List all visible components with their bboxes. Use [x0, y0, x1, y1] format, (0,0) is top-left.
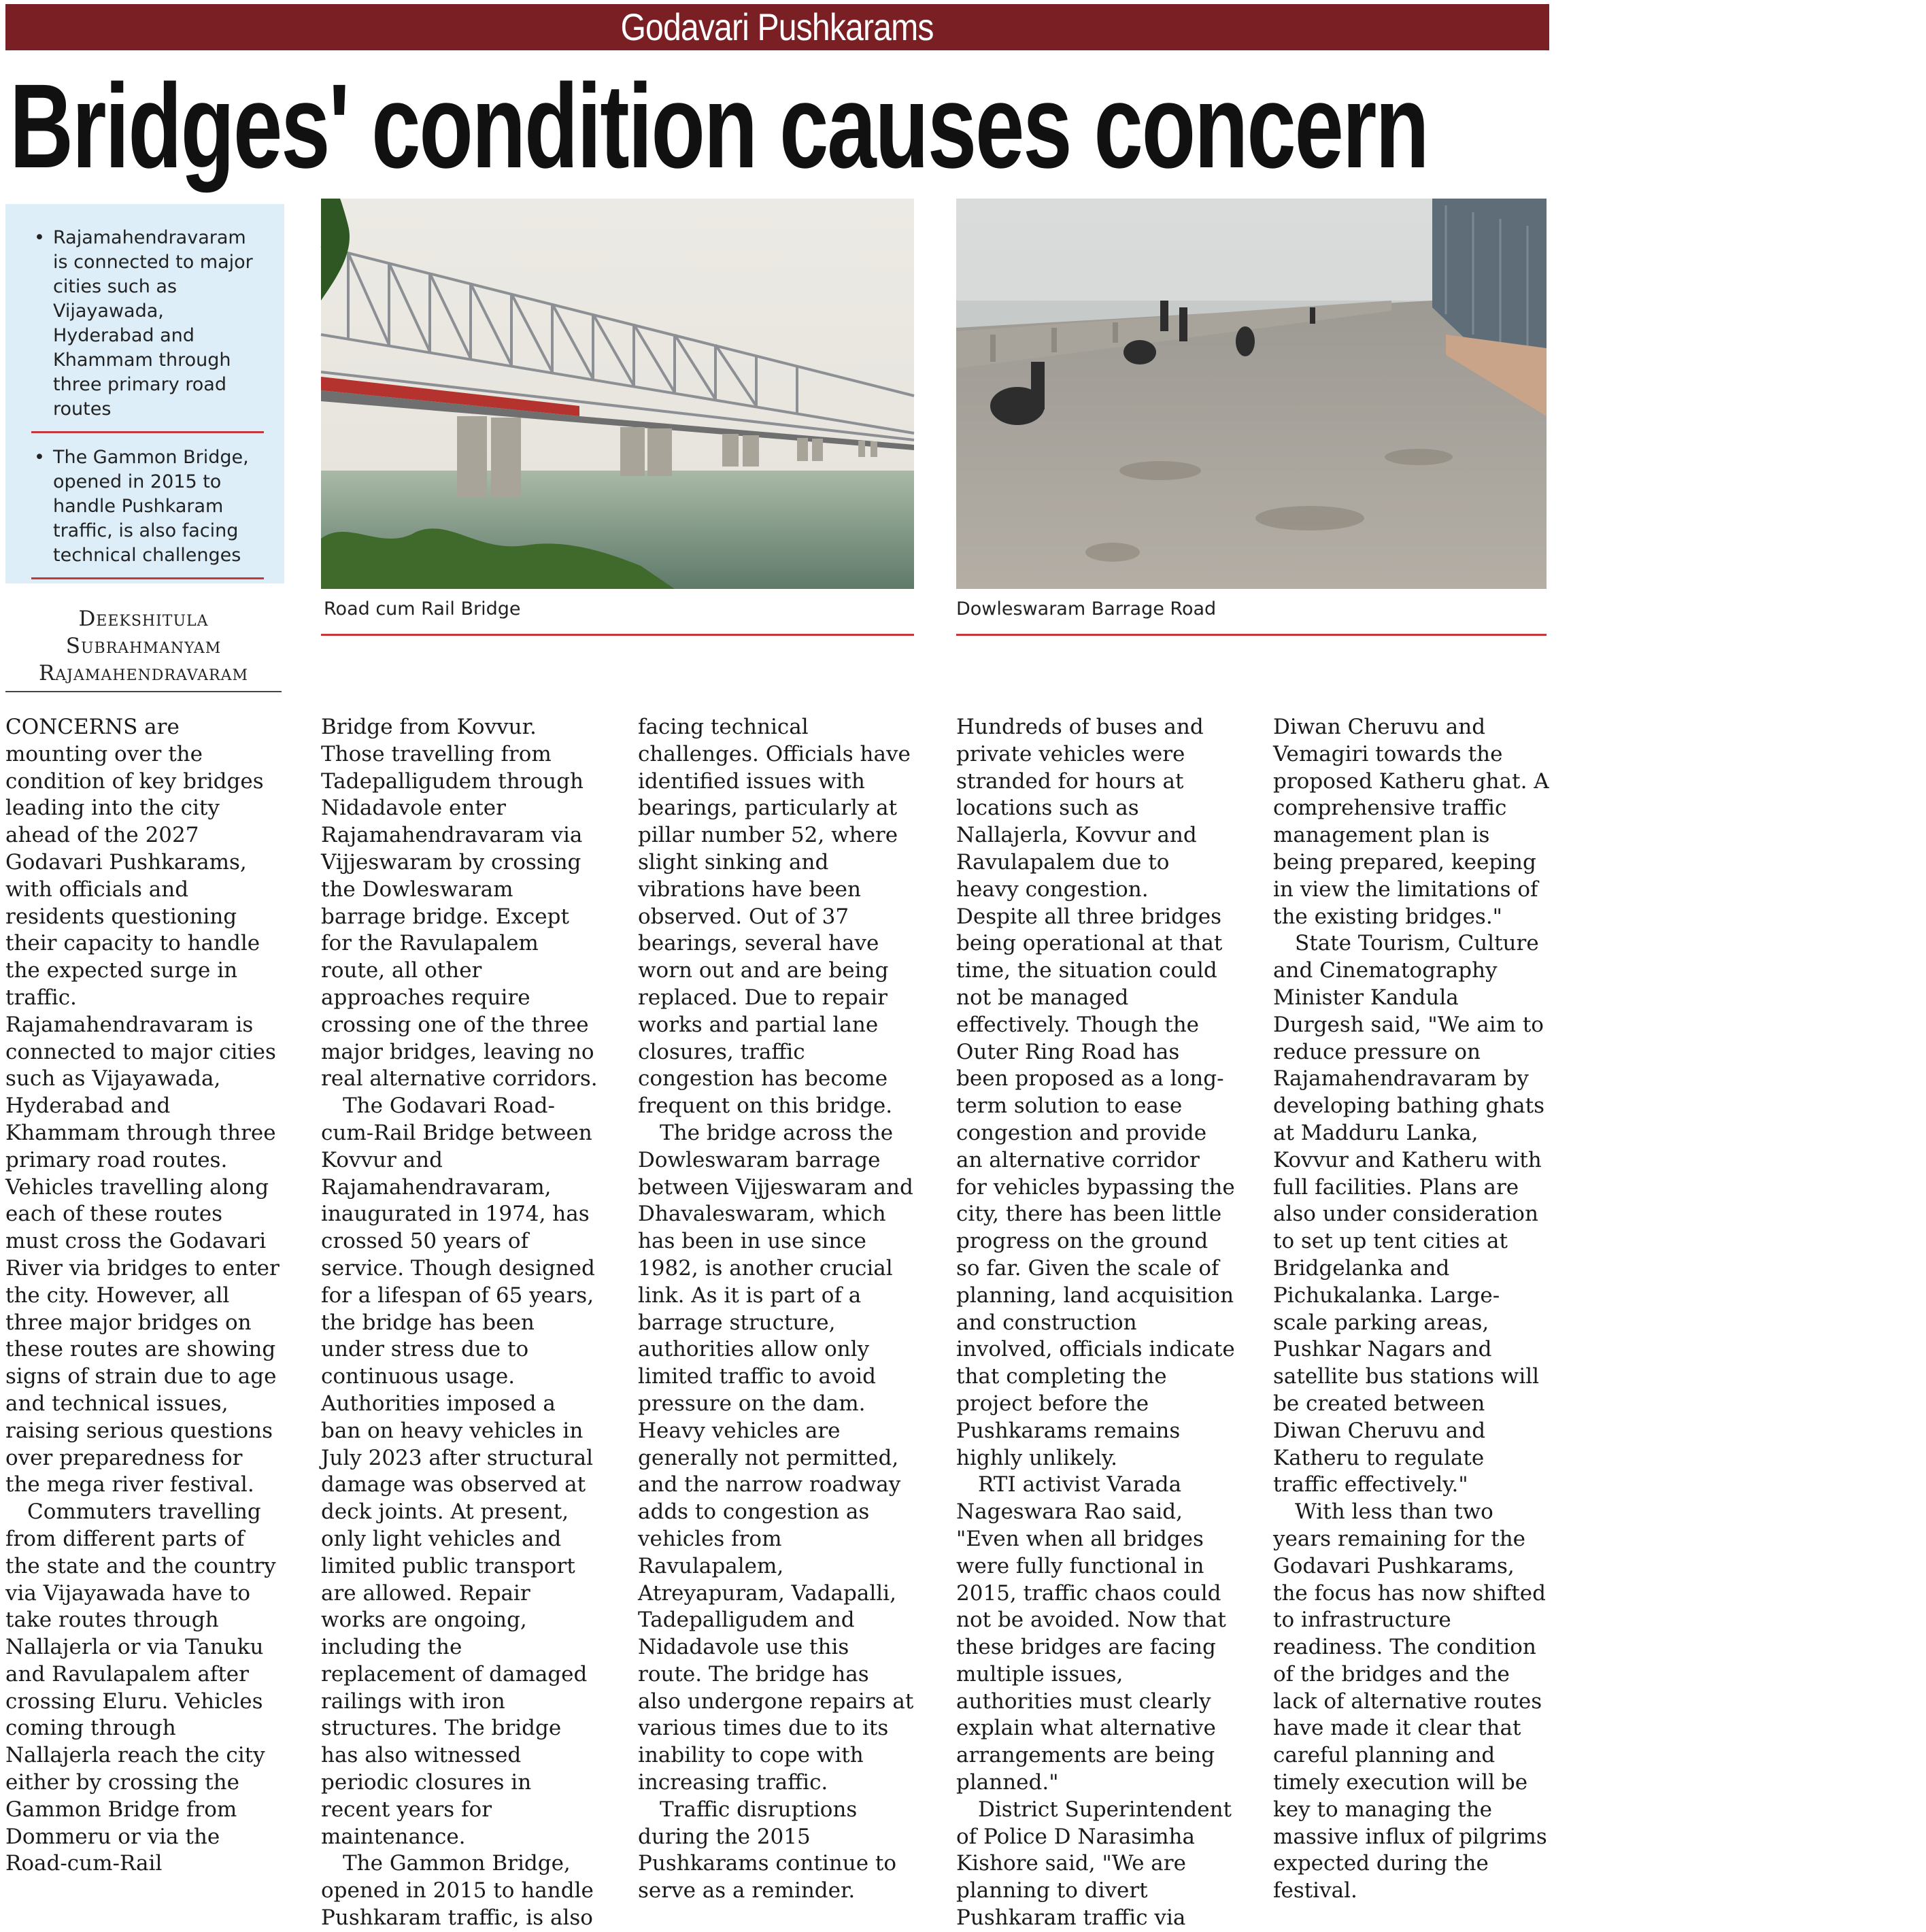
section-kicker: Godavari Pushkarams: [5, 4, 1549, 50]
article-paragraph: Commuters travelling from different parts of the state and the country via Vijayawada have to take routes through Nallajerla or via Tanuku and Ravulapalem after crossing Eluru. Vehicles coming through Nallajerla reach the city either by crossing the Gammon Bridge from Dommeru or via the Road-cum-Rail: [5, 1499, 276, 1876]
highlight-item: • The Gammon Bridge, opened in 2015 to handle Pushkaram traffic, is also facing technical challenges: [24, 445, 265, 568]
headline: Bridges' condition causes concern: [10, 60, 1428, 193]
article-column-2: [321, 714, 601, 1931]
divider: [956, 634, 1547, 636]
road-rail-bridge-photo: [321, 199, 914, 589]
article-column-1: [5, 714, 282, 1876]
article-column-4: [956, 714, 1236, 1931]
divider: [321, 634, 914, 636]
article-paragraph: Bridge from Kovvur. Those travelling from Tadepalligudem through Nidadavole enter Rajamahendravaram via Vijjeswaram by crossing the Dowleswaram barrage bridge. Except for the Ravulapalem route, all other approaches require crossing one of the three major bridges, leaving no real alternative corridors.: [321, 715, 598, 1091]
article-column-5: [1273, 714, 1553, 1903]
photo-caption: Dowleswaram Barrage Road: [956, 598, 1217, 620]
article-paragraph: Diwan Cheruvu and Vemagiri towards the proposed Katheru ghat. A comprehensive traffic management plan is being prepared, keeping in view the limitations of the existing bridges.": [1273, 715, 1549, 929]
byline-author: Deekshitula Subrahmanyam: [65, 607, 222, 658]
article-paragraph: facing technical challenges. Officials have identified issues with bearings, particularly at pillar number 52, where slight sinking and vibrations have been observed. Out of 37 bearings, several have worn out and are being replaced. Due to repair works and partial lane closures, traffic congestion has become frequent on this bridge.: [638, 715, 911, 1119]
divider: [31, 431, 264, 433]
article-paragraph: The Godavari Road-cum-Rail Bridge between Kovvur and Rajamahendravaram, inaugurated in 1974, has crossed 50 years of service. Though designed for a lifespan of 65 years, the bridge has been under stress due to continuous usage. Authorities imposed a ban on heavy vehicles in July 2023 after structural damage was observed at deck joints. At present, only light vehicles and limited public transport are allowed. Repair works are ongoing, including the replacement of damaged railings with iron structures. The bridge has also witnessed periodic closures in recent years for maintenance.: [321, 1094, 595, 1849]
photo-caption: Road cum Rail Bridge: [324, 598, 521, 620]
divider: [5, 691, 282, 692]
article-paragraph: CONCERNS are mounting over the condition of key bridges leading into the city ahead of the 2027 Godavari Pushkarams, with officials and residents questioning their capacity to handle the expected surge in traffic. Rajamahendravaram is connected to major cities such as Vijayawada, Hyderabad and Khammam through three primary road routes. Vehicles travelling along each of these routes must cross the Godavari River via bridges to enter the city. However, all three major bridges on these routes are showing signs of strain due to age and technical issues, raising serious questions over preparedness for the mega river festival.: [5, 715, 280, 1497]
byline: [5, 605, 282, 687]
byline-place: Rajamahendravaram: [38, 661, 249, 685]
article-paragraph: Hundreds of buses and private vehicles were stranded for hours at locations such as Nallajerla, Kovvur and Ravulapalem due to heavy congestion. Despite all three bridges being operational at that time, the situation could not be managed effectively. Though the Outer Ring Road has been proposed as a long-term solution to ease congestion and provide an alternative corridor for vehicles bypassing the city, there has been little progress on the ground so far. Given the scale of planning, land acquisition and construction involved, officials indicate that completing the project before the Pushkarams remains highly unlikely.: [956, 715, 1235, 1470]
highlights-box: [5, 204, 284, 583]
barrage-road-photo: [956, 199, 1547, 589]
divider: [31, 577, 264, 579]
article-paragraph: Traffic disruptions during the 2015 Pushkarams continue to serve as a reminder.: [638, 1797, 897, 1903]
article-paragraph: RTI activist Varada Nageswara Rao said, "Even when all bridges were fully functional in 2015, traffic chaos could not be avoided. Now that these bridges are facing multiple issues, authorities must clearly explain what alternative arrangements are being planned.": [956, 1472, 1226, 1795]
article-paragraph: The Gammon Bridge, opened in 2015 to handle Pushkaram traffic, is also: [321, 1851, 594, 1931]
article-paragraph: State Tourism, Culture and Cinematography Minister Kandula Durgesh said, "We aim to reduce pressure on Rajamahendravaram by developing bathing ghats at Madduru Lanka, Kovvur and Katheru with full facilities. Plans are also under consideration to set up tent cities at Bridgelanka and Pichukalanka. Large-scale parking areas, Pushkar Nagars and satellite bus stations will be created between Diwan Cheruvu and Katheru to regulate traffic effectively.": [1273, 931, 1545, 1497]
article-paragraph: With less than two years remaining for the Godavari Pushkarams, the focus has now shifted to infrastructure readiness. The condition of the bridges and the lack of alternative routes have made it clear that careful planning and timely execution will be key to managing the massive influx of pilgrims expected during the festival.: [1273, 1499, 1547, 1903]
highlight-item: • Rajamahendravaram is connected to major cities such as Vijayawada, Hyderabad and Khammam through three primary road routes: [24, 226, 265, 422]
article-paragraph: District Superintendent of Police D Narasimha Kishore said, "We are planning to divert Pushkaram traffic via: [956, 1797, 1232, 1931]
article-paragraph: The bridge across the Dowleswaram barrage between Vijjeswaram and Dhavaleswaram, which has been in use since 1982, is another crucial link. As it is part of a barrage structure, authorities allow only limited traffic to avoid pressure on the dam. Heavy vehicles are generally not permitted, and the narrow roadway adds to congestion as vehicles from Ravulapalem, Atreyapuram, Vadapalli, Tadepalligudem and Nidadavole use this route. The bridge has also undergone repairs at various times due to its inability to cope with increasing traffic.: [638, 1120, 914, 1795]
article-column-3: [638, 714, 918, 1903]
